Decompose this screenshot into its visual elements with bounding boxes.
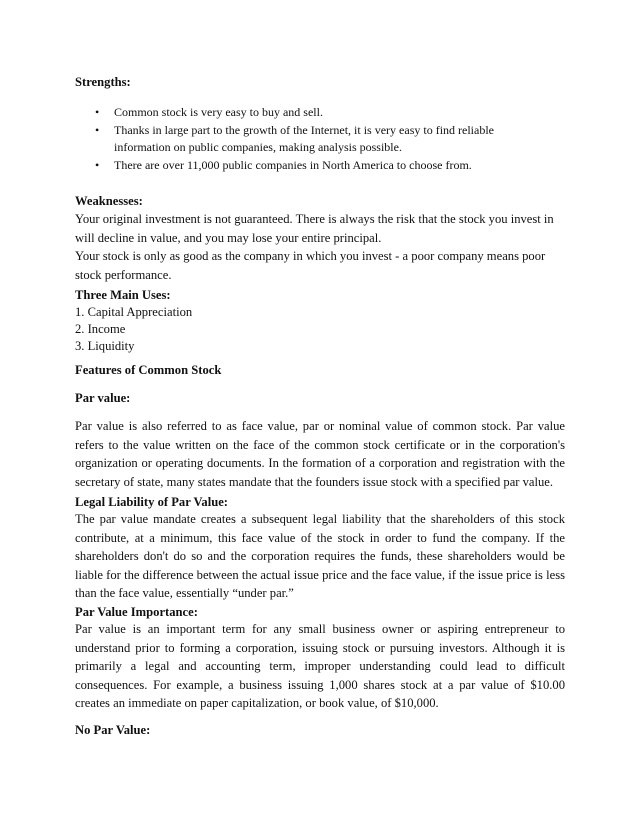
par-value-body: Par value is also referred to as face value, par or nominal value of common stock. Par value refers to the value written on the face of the common stock certificate or in the corporation's organization or operating documents. In the formation of a corporation and registration with the secretary of state, many states mandate that the founders issue stock with a specified par value. <box>75 419 565 489</box>
uses-item: 2. Income <box>75 322 126 336</box>
weaknesses-paragraph: Your original investment is not guaranteed. There is always the risk that the stock you invest in will decline in value, and you may lose your entire principal. <box>75 212 554 245</box>
uses-item: 1. Capital Appreciation <box>75 305 193 319</box>
list-item <box>75 104 565 122</box>
weaknesses-heading: Weaknesses: <box>75 194 143 208</box>
uses-heading: Three Main Uses: <box>75 288 171 302</box>
legal-liability-body: The par value mandate creates a subsequent legal liability that the shareholders of this stock contribute, at a minimum, this face value of the stock in order to fund the company. If the shareholders don't do so and the corporation requires the funds, these shareholders would be liable for the difference between the actual issue price and the face value, if the issue price is less than the face value, essentially “under par.” <box>75 512 565 600</box>
strengths-heading: Strengths: <box>75 75 131 89</box>
importance-heading: Par Value Importance: <box>75 605 198 619</box>
bullet-text: Common stock is very easy to buy and sell. <box>114 105 323 119</box>
features-heading: Features of Common Stock <box>75 363 222 377</box>
par-value-heading: Par value: <box>75 391 131 405</box>
no-par-heading: No Par Value: <box>75 723 151 737</box>
list-item <box>75 122 565 157</box>
weaknesses-paragraph: Your stock is only as good as the company in which you invest - a poor company means poor stock performance. <box>75 249 546 282</box>
bullet-icon: • <box>95 122 100 137</box>
legal-liability-heading: Legal Liability of Par Value: <box>75 495 228 509</box>
bullet-icon: • <box>95 105 100 119</box>
importance-body: Par value is an important term for any small business owner or aspiring entrepreneur to understand prior to forming a corporation, issuing stock or pursuing investors. Although it is primarily a legal and accounting term, improper understanding could lead to difficult consequences. For example, a business issuing 1,000 shares stock at a par value of $10.00 creates an immediate on paper capitalization, or book value, of $10,000. <box>75 622 565 710</box>
bullet-text: Thanks in large part to the growth of the Internet, it is very easy to find reliable information on public companies, making analysis possible. <box>114 122 494 154</box>
bullet-text: There are over 11,000 public companies in North America to choose from. <box>114 157 472 172</box>
uses-item: 3. Liquidity <box>75 339 135 353</box>
bullet-icon: • <box>95 157 100 172</box>
strengths-list <box>75 104 565 174</box>
list-item <box>75 157 565 175</box>
